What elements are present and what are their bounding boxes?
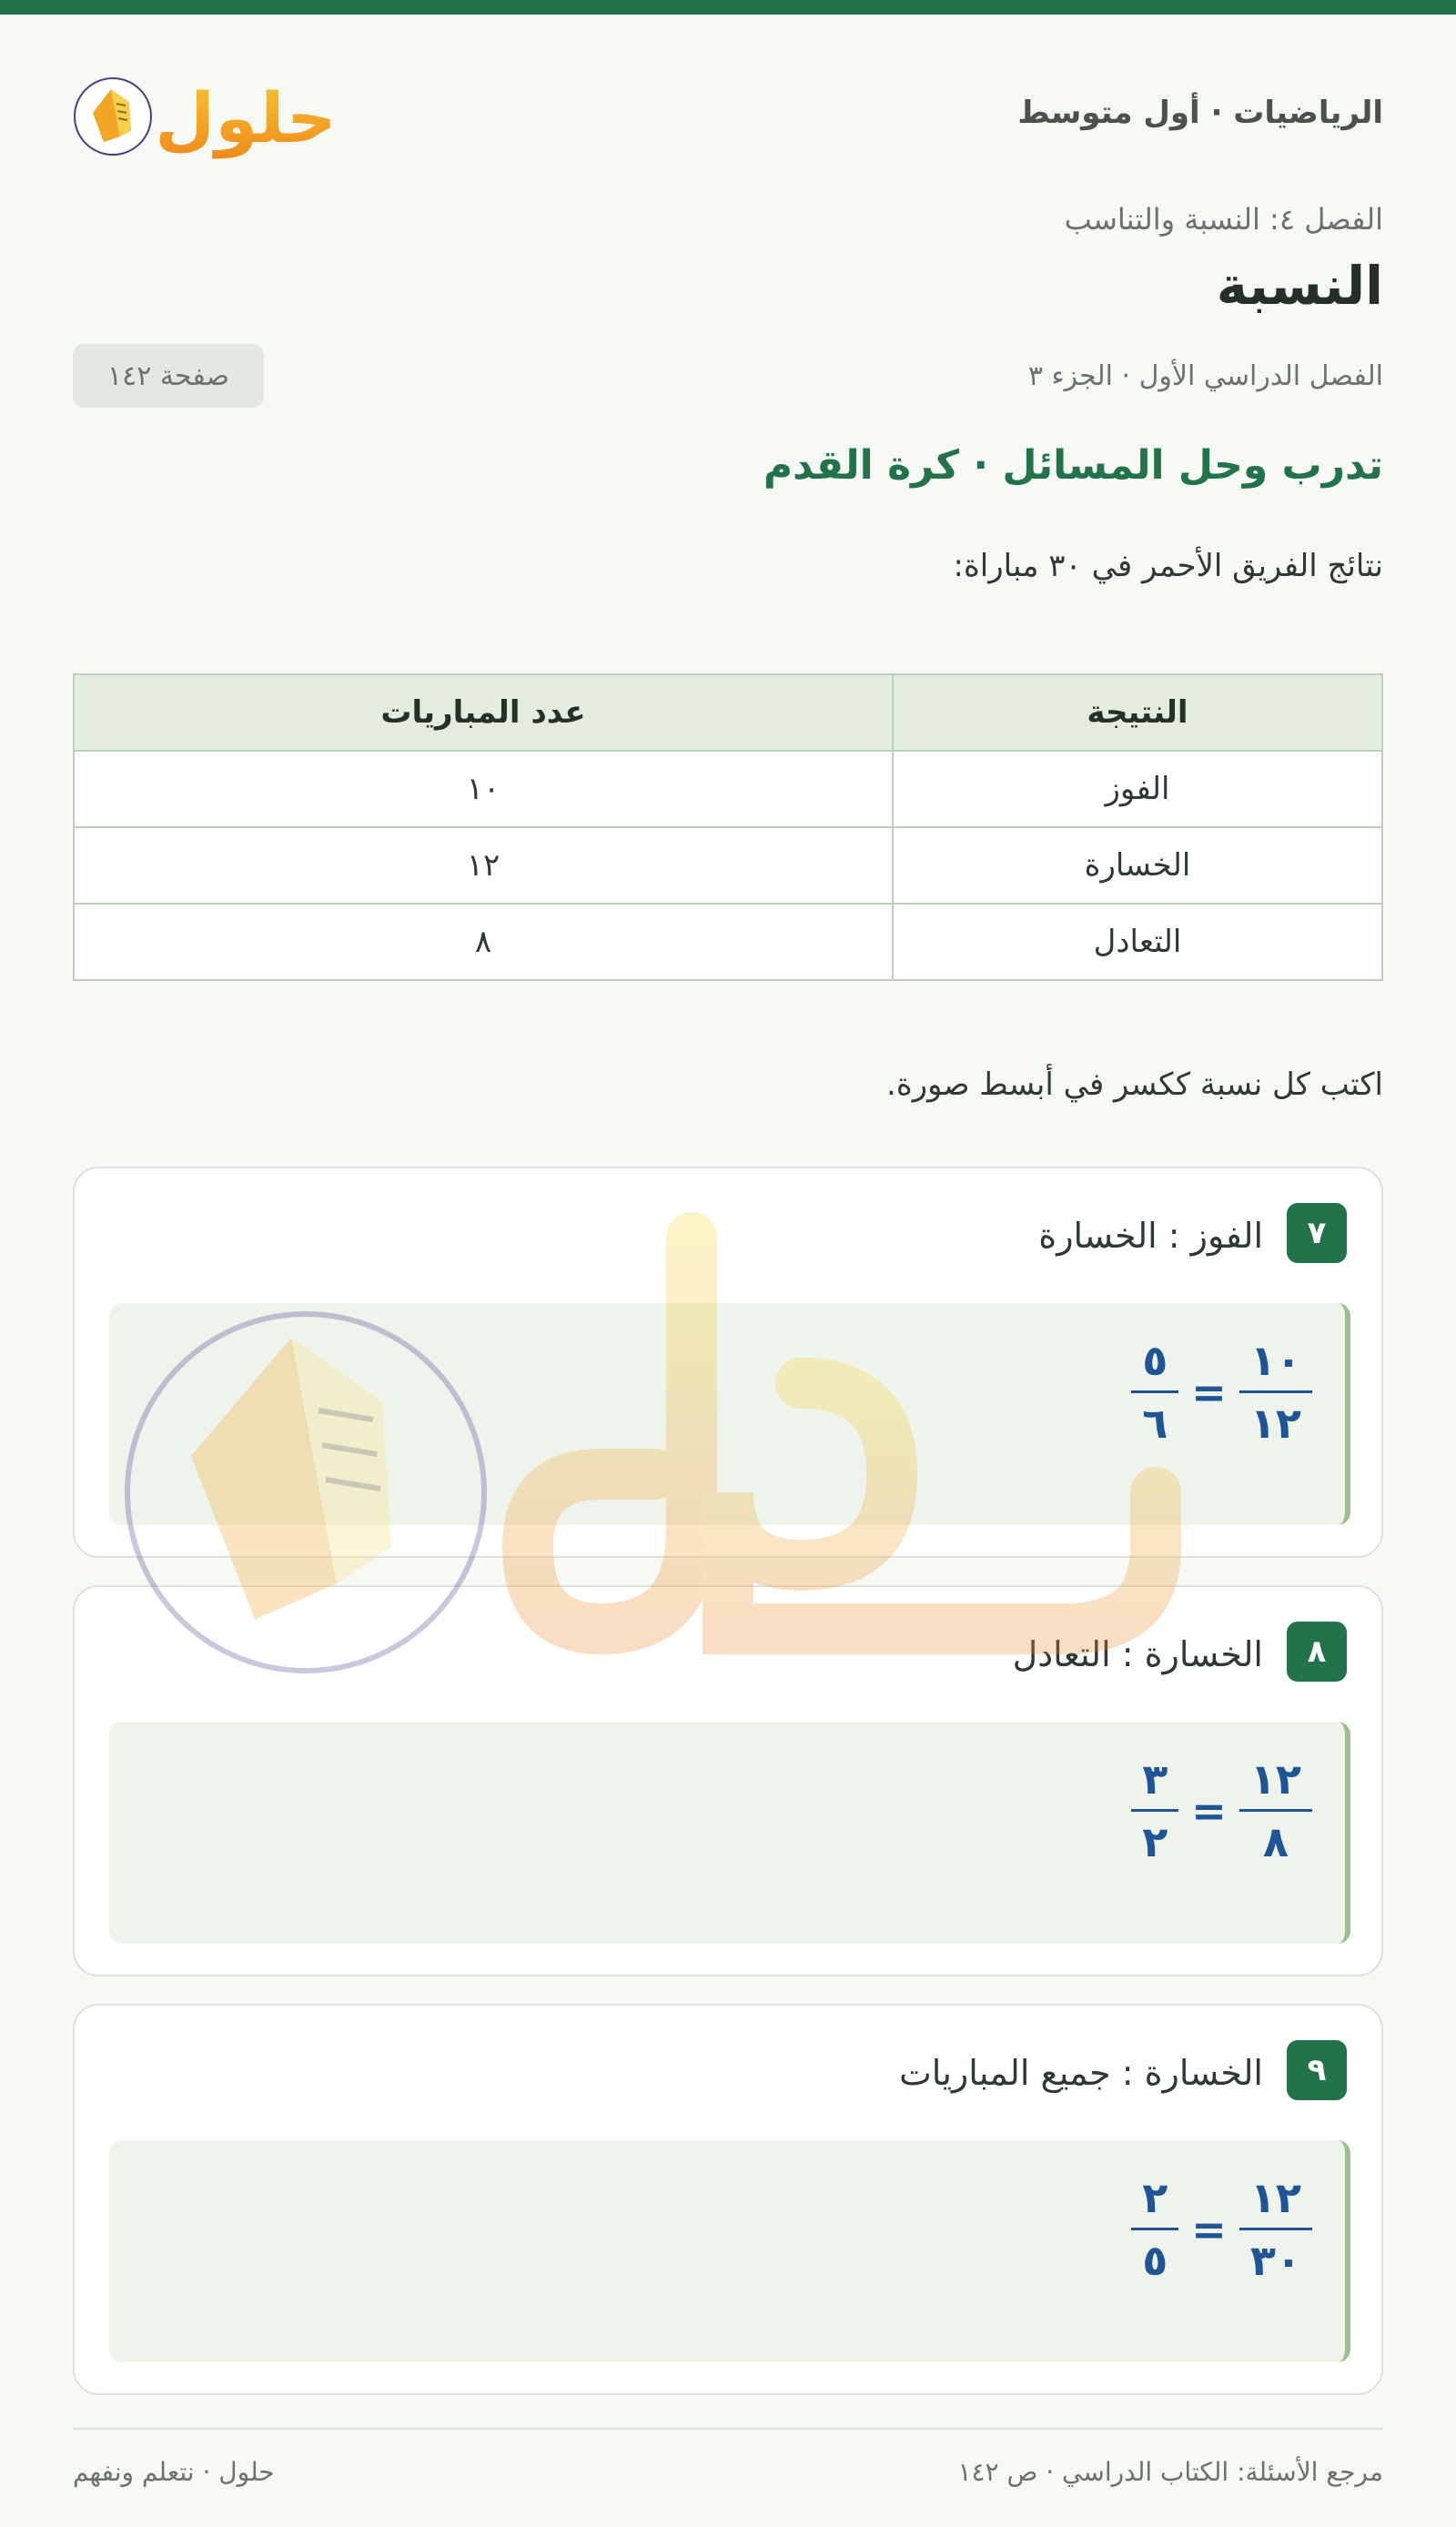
answer-box [109, 1303, 1350, 1525]
equation [1131, 2168, 1312, 2290]
fraction-simplified [1131, 1749, 1178, 1872]
logo-text: حلول [155, 77, 337, 158]
numerator: ١٠ [1249, 1336, 1301, 1385]
denominator: ٣٠ [1249, 2236, 1301, 2285]
denominator: ٦ [1142, 1399, 1168, 1448]
cell-count: ٨ [74, 904, 893, 980]
results-table [73, 673, 1383, 981]
denominator: ١٢ [1249, 1399, 1301, 1448]
numerator: ١٢ [1249, 2173, 1301, 2222]
page-badge: صفحة ١٤٢ [73, 344, 264, 408]
fraction-simplified [1131, 2168, 1178, 2290]
term-label: الفصل الدراسي الأول · الجزء ٣ [1027, 360, 1383, 392]
numerator: ٢ [1142, 2173, 1168, 2222]
question-number: ٨ [1287, 1622, 1347, 1682]
intro-text: نتائج الفريق الأحمر في ٣٠ مباراة: [953, 548, 1383, 584]
answer-box [109, 1722, 1350, 1944]
denominator: ٨ [1262, 1817, 1289, 1866]
equation [1131, 1749, 1312, 1872]
denominator: ٢ [1142, 1817, 1168, 1866]
answer-box [109, 2140, 1350, 2362]
footer-tagline: حلول · نتعلم ونفهم [73, 2457, 275, 2487]
header [73, 64, 1383, 164]
table-row [74, 751, 1382, 827]
cell-result: الفوز [893, 751, 1382, 827]
top-accent-bar [0, 0, 1456, 15]
question-text: الفوز : الخسارة [1038, 1216, 1263, 1256]
denominator: ٥ [1142, 2236, 1168, 2285]
table-row [74, 827, 1382, 904]
fraction-simplified [1131, 1330, 1178, 1453]
cell-count: ١٢ [74, 827, 893, 904]
question-number: ٧ [1287, 1203, 1347, 1263]
section-title: تدرب وحل المسائل · كرة القدم [763, 442, 1383, 489]
question-card-8 [73, 1585, 1383, 1976]
question-text: الخسارة : التعادل [1012, 1634, 1263, 1674]
table-header-row [74, 674, 1382, 751]
equals-sign: = [1191, 1367, 1227, 1417]
question-text: الخسارة : جميع المباريات [898, 2053, 1263, 2093]
fraction-original [1239, 1749, 1312, 1872]
question-card-7 [73, 1167, 1383, 1558]
footer-divider [73, 2428, 1383, 2430]
footer-reference: مرجع الأسئلة: الكتاب الدراسي · ص ١٤٢ [957, 2457, 1383, 2487]
page-title: النسبة [1216, 255, 1383, 317]
numerator: ٣ [1142, 1754, 1168, 1804]
site-logo[interactable] [73, 64, 337, 164]
table-row [74, 904, 1382, 980]
cell-count: ١٠ [74, 751, 893, 827]
instruction-text: اكتب كل نسبة ككسر في أبسط صورة. [886, 1066, 1383, 1103]
header-result: النتيجة [893, 674, 1382, 751]
fraction-original [1239, 2168, 1312, 2290]
question-card-9 [73, 2004, 1383, 2395]
equals-sign: = [1191, 1785, 1227, 1835]
equals-sign: = [1191, 2204, 1227, 2254]
question-number: ٩ [1287, 2040, 1347, 2100]
fraction-original [1239, 1330, 1312, 1453]
chapter-label: الفصل ٤: النسبة والتناسب [1064, 202, 1383, 237]
cell-result: الخسارة [893, 827, 1382, 904]
numerator: ١٢ [1249, 1754, 1301, 1804]
breadcrumb[interactable]: الرياضيات · أول متوسط [1017, 95, 1383, 131]
header-count: عدد المباريات [74, 674, 893, 751]
equation [1131, 1330, 1312, 1453]
book-logo-icon [75, 78, 151, 155]
numerator: ٥ [1142, 1336, 1168, 1385]
cell-result: التعادل [893, 904, 1382, 980]
